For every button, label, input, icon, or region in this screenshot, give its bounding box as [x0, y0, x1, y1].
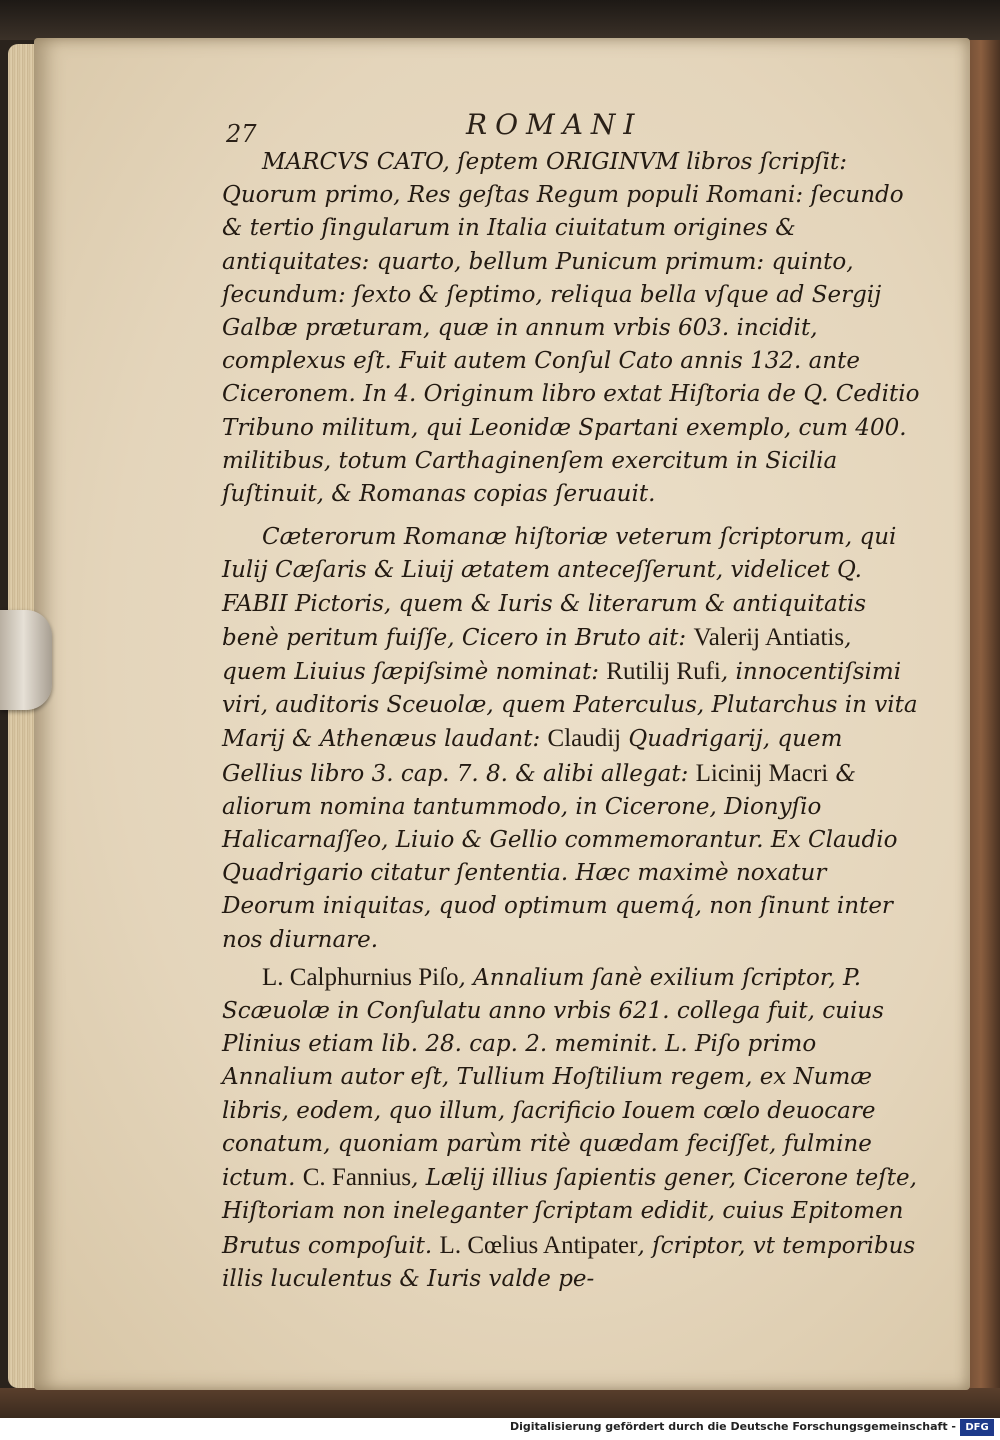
funding-credit: Digitalisierung gefördert durch die Deutsche Forschungsgemeinschaft - — [509, 1420, 956, 1433]
book-cover-top — [0, 0, 1000, 40]
paragraph-cato: MARCVS CATO, ſeptem ORIGINVM libros ſcripſit: Quorum primo, Res geſtas Regum populi Romani: ſecundo & tertio ſingularum in Italia ciuitatum origines & antiquitates: quarto, bellum Punicum primum: quinto, ſecundum: ſexto & ſeptimo, reliqua bella vſque ad Sergij Galbæ præturam, quæ in annum vrbis 603. incidit, complexus eſt. Fuit autem Conſul Cato annis 132. ante Ciceronem. In 4. Originum libro extat Hiſtoria de Q. Ceditio Tribuno militum, qui Leonidæ Spartani exemplo, cum 400. militibus, totum Carthaginenſem exercitum in Sicilia ſuſtinuit, & Romanas copias ſeruauit. — [222, 149, 920, 508]
book-clasp — [0, 610, 52, 710]
paragraph-piso — [222, 961, 922, 1296]
text-run: , ſcriptor, vt temporibus illis luculentus & Iuris valde pe- — [222, 1232, 916, 1292]
name-piso: L. Calphurnius Piſo — [262, 963, 459, 991]
name-valerius: Valerij Antiatis — [693, 623, 845, 651]
name-licinius: Licinij Macri — [695, 759, 829, 787]
dfg-logo: DFG — [960, 1419, 994, 1436]
page-number: 27 — [226, 120, 257, 148]
text-run: , quem Liuius ſæpiſsimè nominat: — [222, 624, 852, 686]
text-run: , Annalium ſanè exilium ſcriptor, P. Scæuolæ in Conſulatu anno vrbis 621. collega fuit, cuius Plinius etiam lib. 28. cap. 2. meminit. L. Piſo primo Annalium autor eſt, Tullium Hoſtilium regem, ex Numæ libris, eodem, quo illum, ſacrificio Iouem cœlo deuocare conatum, quoniam parùm ritè quædam feciſſet, fulmine ictum. — [222, 964, 884, 1192]
name-rutilius: Rutilij Rufi — [606, 658, 721, 686]
body-text — [222, 146, 922, 1296]
text-run: Quadrigarij, quem Gellius libro 3. cap. 7. 8. & alibi allegat: — [222, 726, 843, 787]
text-run: , Lælij illius ſapientis gener, Cicerone teſte, Hiſtoriam non ineleganter ſcriptam edidit, cuius Epitomen Brutus compoſuit. — [222, 1165, 917, 1259]
name-fannius: C. Fannius — [302, 1164, 412, 1192]
book-cover-bottom — [0, 1388, 1000, 1418]
text-run: & aliorum nomina tantummodo, in Cicerone, Dionyſio Halicarnaſſeo, Liuio & Gellio commemorantur. Ex Claudio Quadrigario citatur ſententia. Hæc maximè noxatur Deorum iniquitas, quod optimum quemq́, non ſinunt inter nos diurnare. — [222, 760, 898, 953]
paragraph-ceterorum — [222, 521, 922, 957]
text-run: , innocentiſsimi viri, auditoris Sceuolæ, quem Paterculus, Plutarchus in vita Marij & Athenæus laudant: — [222, 659, 918, 753]
footer-bar — [0, 1418, 1000, 1440]
name-claudius: Claudij — [547, 725, 622, 753]
name-coelius: L. Cœlius Antipater — [439, 1231, 638, 1259]
text-run: Cæterorum Romanæ hiſtoriæ veterum ſcriptorum, qui Iulij Cæſaris & Liuij ætatem anteceſſerunt, videlicet Q. FABII Pictoris, quem & Iuris & literarum & antiquitatis benè peritum fuiſſe, Cicero in Bruto ait: — [222, 524, 897, 651]
running-head: ROMANI — [466, 108, 643, 141]
